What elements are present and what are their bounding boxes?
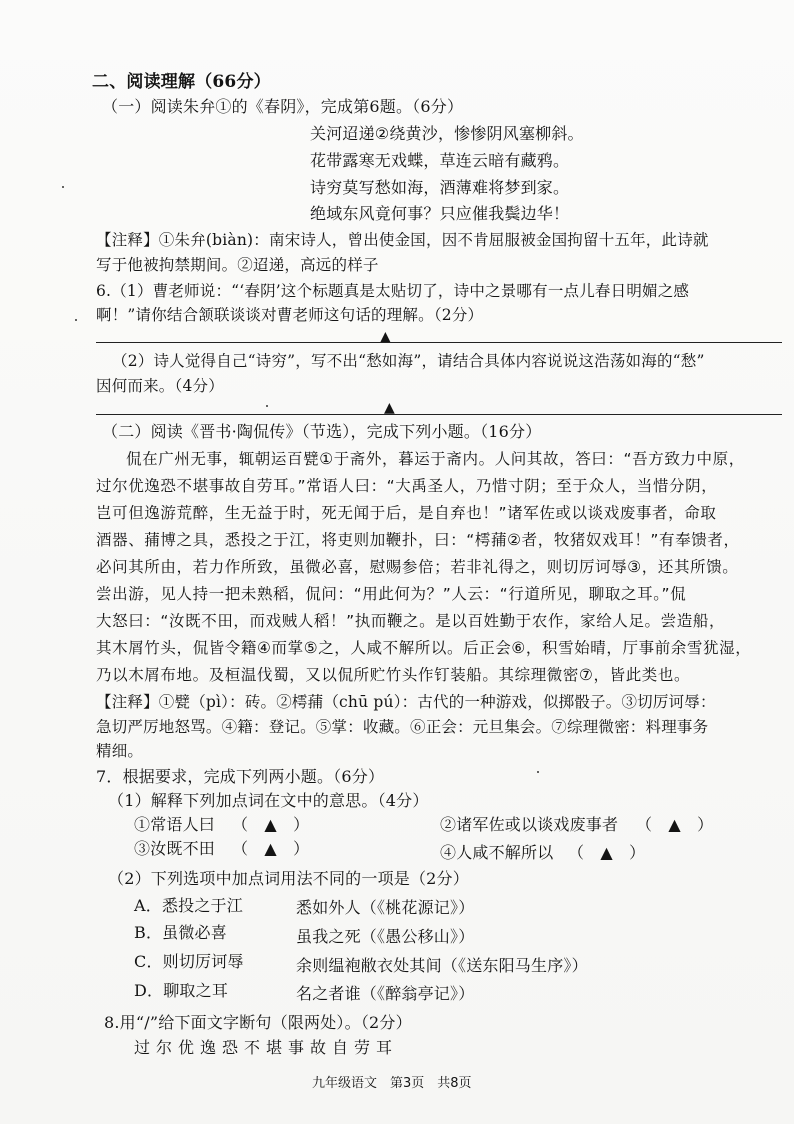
section-heading: 二、阅读理解（66分） (92, 72, 271, 92)
passage-line: 其木屑竹头，侃皆令籍④而掌⑤之，人咸不解所以。后正会⑥，积雪始晴，厅事前余雪犹湿， (96, 639, 752, 657)
q7-item-4-answer[interactable]: （ ▲ ） (568, 843, 646, 862)
poem-note-line: 【注释】①朱弁(biàn)：南宋诗人，曾出使金国，因不肯屈服被金国拘留十五年，此诗就 (96, 231, 709, 249)
option-a-compare: 悉如外人（《桃花源记》） (296, 898, 475, 917)
option-b[interactable]: B．虽微必喜 (134, 923, 227, 942)
q7-item-3-answer[interactable]: （ ▲ ） (232, 839, 310, 858)
answer-mark: ▲ (384, 400, 395, 416)
q7-item-2: ②诸军佐或以谈戏废事者 (440, 815, 619, 834)
option-a[interactable]: A．悉投之于江 (134, 896, 243, 915)
option-b-compare: 虽我之死（《愚公移山》） (296, 927, 475, 946)
passage-line: 酒器、蒱博之具，悉投之于江，将吏则加鞭扑，曰：“樗蒱②者，牧猪奴戏耳！”有奉馈者， (96, 531, 740, 549)
passage-line: 乃以木屑布地。及桓温伐蜀，又以侃所贮竹头作钉装船。其综理微密⑦，皆此类也。 (96, 666, 691, 684)
q7-item-1-answer[interactable]: （ ▲ ） (232, 815, 310, 834)
answer-line-6-1[interactable] (96, 342, 782, 343)
passage-note-line: 精细。 (96, 742, 144, 760)
question-7-1: （1）解释下列加点词在文中的意思。（4分） (108, 791, 429, 810)
question-8-text[interactable]: 过尔优逸恐不堪事故自劳耳 (134, 1038, 399, 1057)
passage-line: 过尔优逸恐不堪事故自劳耳。”常语人曰：“大禹圣人，乃惜寸阴；至于众人，当惜分阴， (96, 477, 718, 495)
poem-line: 绝域东风竟何事？只应催我鬓边华！ (310, 204, 570, 223)
question-7-heading: 7．根据要求，完成下列两小题。（6分） (96, 767, 385, 786)
passage-line: 侃在广州无事，辄朝运百甓①于斋外，暮运于斋内。人问其故，答曰：“吾方致力中原， (126, 450, 745, 468)
option-d-compare: 名之者谁（《醉翁亭记》） (296, 984, 475, 1003)
question-6-1-cont: 啊！”请你结合颔联谈谈对曹老师这句话的理解。（2分） (96, 306, 484, 324)
q7-item-3: ③汝既不田 (134, 839, 216, 858)
question-6-2: （2）诗人觉得自己“诗穷”，写不出“愁如海”，请结合具体内容说说这浩荡如海的“愁” (112, 352, 705, 370)
question-6-1: 6.（1）曹老师说：“‘春阴’这个标题真是太贴切了，诗中之景哪有一点儿春日明媚之感 (96, 282, 690, 300)
option-c-compare: 余则缊袍敝衣处其间（《送东阳马生序》） (296, 956, 588, 975)
page-footer: 九年级语文 第3页 共8页 (312, 1076, 472, 1091)
answer-line-6-2[interactable] (96, 414, 782, 415)
passage-note-line: 【注释】①甓（pì）：砖。②樗蒱（chū pú）：古代的一种游戏，似掷骰子。③切厉诃辱： (96, 693, 716, 711)
scan-speck (75, 319, 77, 321)
passage-line: 尝出游，见人持一把未熟稻，侃问：“用此何为？”人云：“行道所见，聊取之耳。”侃 (96, 585, 687, 603)
option-d[interactable]: D．聊取之耳 (134, 981, 229, 1000)
poem-note-line: 写于他被拘禁期间。②迢递，高远的样子 (96, 256, 379, 274)
question-6-2-cont: 因何而来。（4分） (96, 377, 224, 395)
passage-line: 岂可但逸游荒醉，生无益于时，死无闻于后，是自弃也！”诸军佐或以谈戏废事者，命取 (96, 504, 717, 522)
part1-heading: （一）阅读朱弁①的《春阴》，完成第6题。（6分） (102, 97, 464, 116)
passage-line: 大怒曰：“汝既不田，而戏贼人稻！”执而鞭之。是以百姓勤于农作，家给人足。尝造船， (96, 612, 726, 630)
poem-line: 花带露寒无戏蝶，草连云暗有藏鸦。 (310, 151, 570, 170)
q7-item-2-answer[interactable]: （ ▲ ） (636, 815, 714, 834)
question-8-heading: 8.用“/”给下面文字断句（限两处）。（2分） (104, 1013, 412, 1032)
scan-speck (266, 405, 268, 407)
scan-speck (62, 186, 64, 188)
option-c[interactable]: C．则切厉诃辱 (134, 952, 244, 971)
q7-item-4: ④人咸不解所以 (440, 843, 554, 862)
passage-note-line: 急切严厉地怒骂。④籍：登记。⑤掌：收藏。⑥正会：元旦集会。⑦综理微密：料理事务 (96, 718, 709, 736)
answer-mark: ▲ (380, 329, 391, 345)
poem-line: 关河迢递②绕黄沙，惨惨阴风塞柳斜。 (310, 124, 584, 143)
passage-line: 必问其所由，若力作所致，虽微必喜，慰赐参倍；若非礼得之，则切厉诃辱③，还其所馈。 (96, 558, 739, 576)
poem-line: 诗穷莫写愁如海，酒薄难将梦到家。 (310, 178, 570, 197)
scan-speck (537, 771, 539, 773)
part2-heading: （二）阅读《晋书·陶侃传》（节选），完成下列小题。（16分） (102, 422, 542, 441)
q7-item-1: ①常语人曰 (134, 815, 216, 834)
question-7-2: （2）下列选项中加点词用法不同的一项是（2分） (108, 869, 469, 888)
